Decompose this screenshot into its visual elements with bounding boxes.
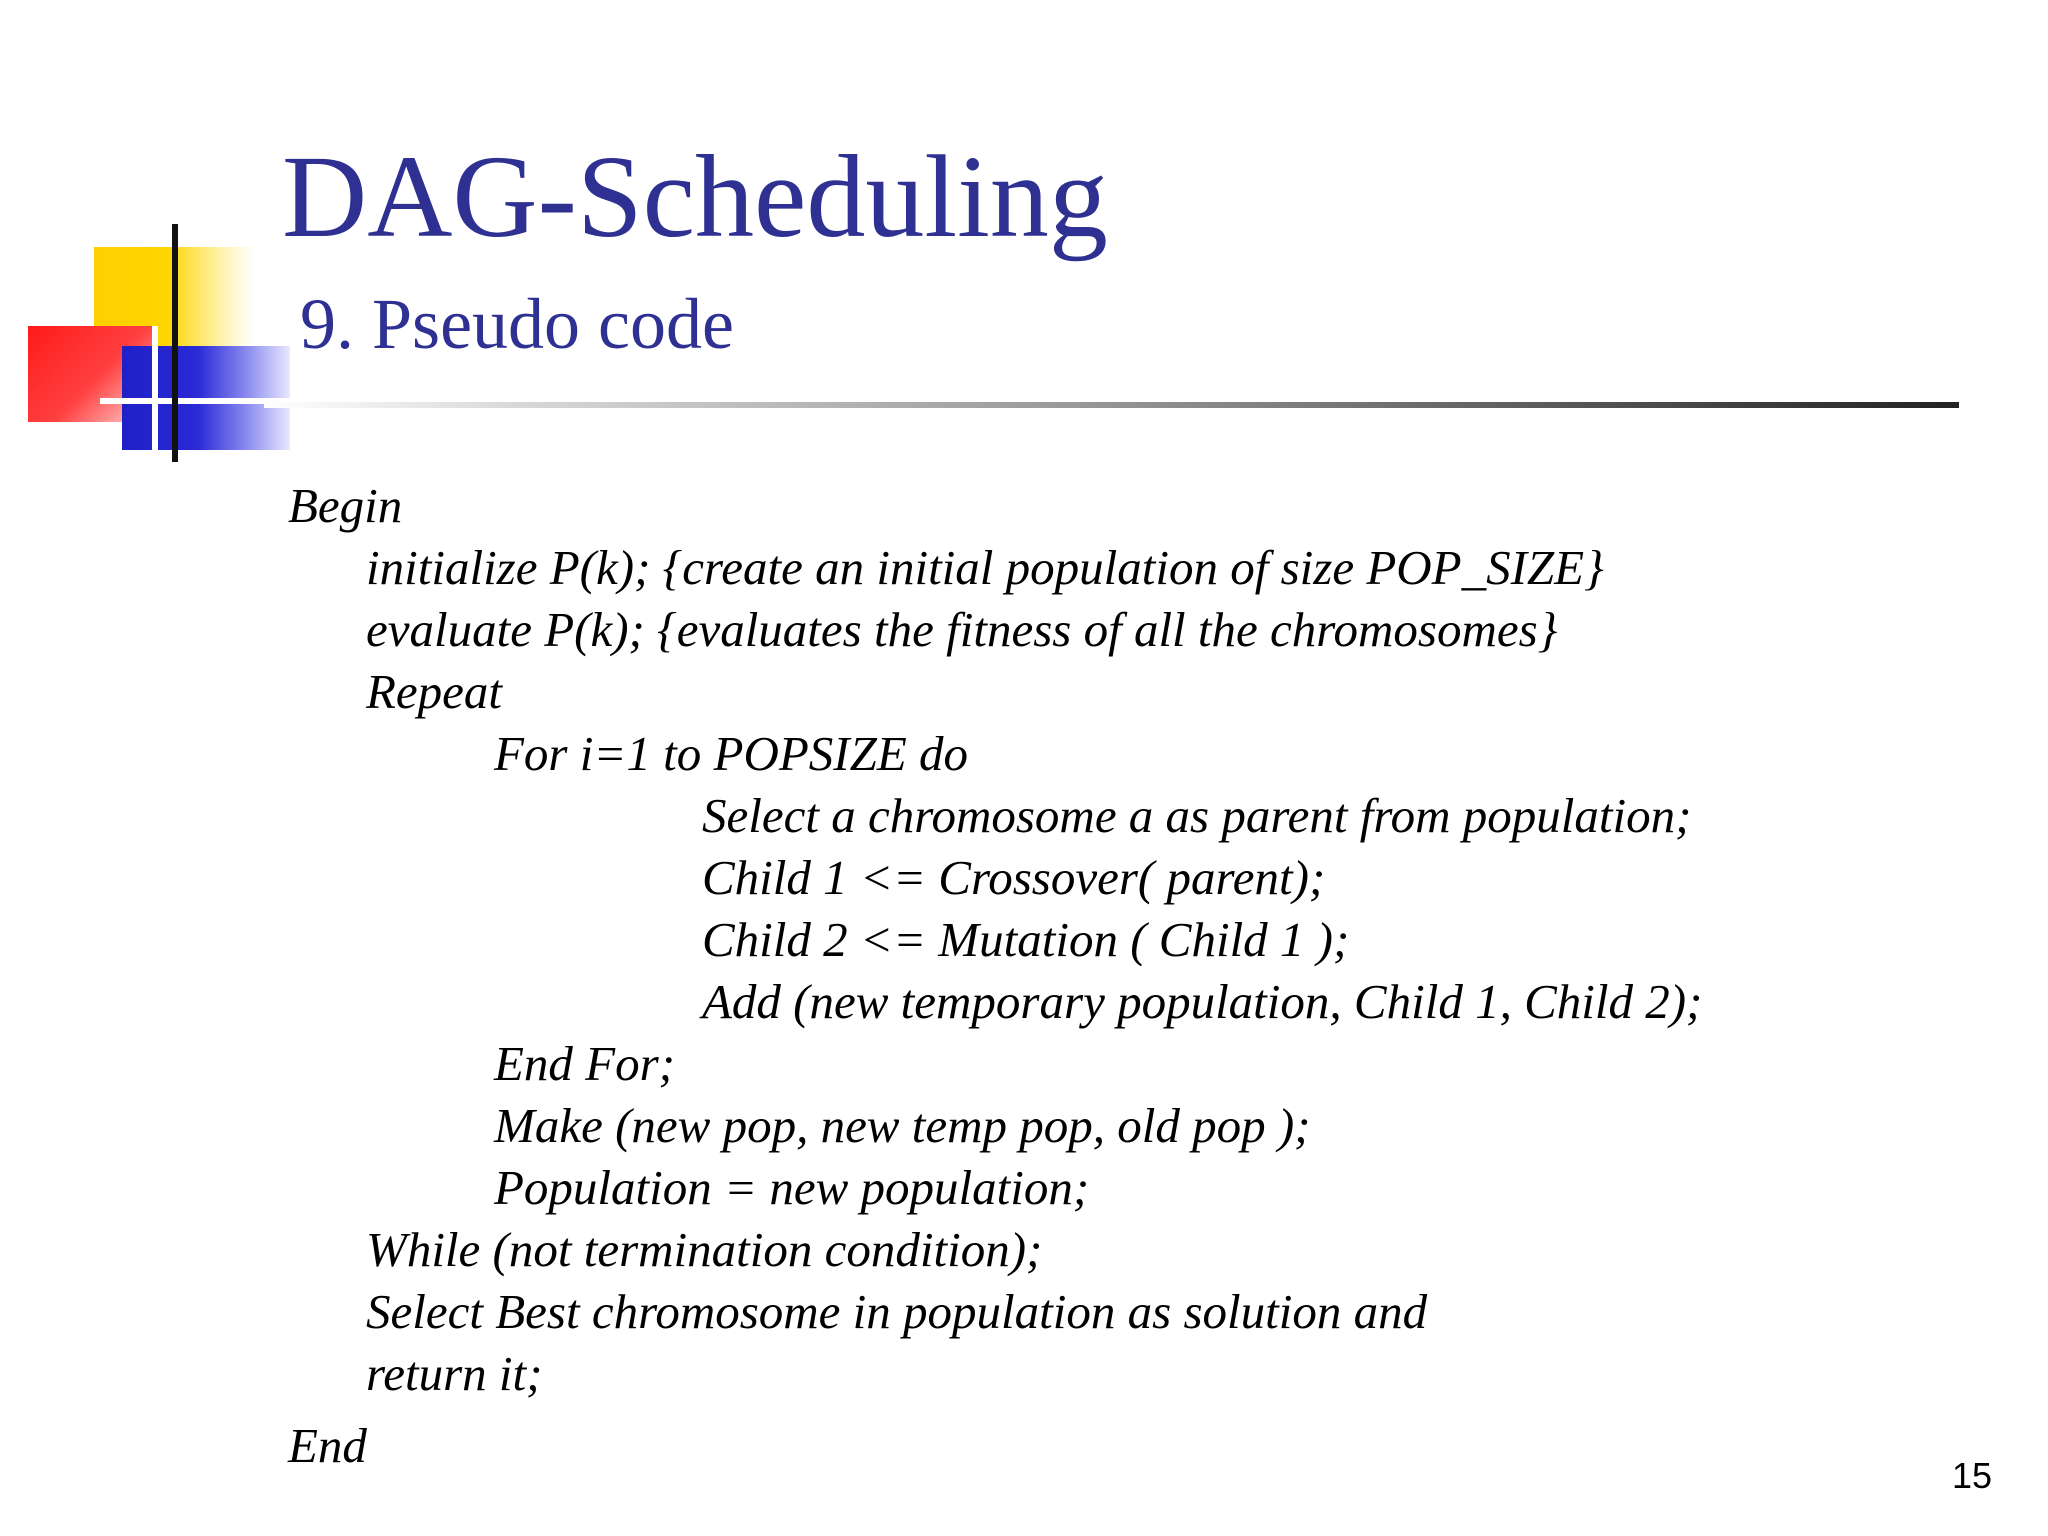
code-line: Select Best chromosome in population as solution and [366, 1284, 1428, 1339]
code-line: Population = new population; [494, 1160, 1090, 1215]
code-line: Make (new pop, new temp pop, old pop ); [494, 1098, 1311, 1153]
code-line: return it; [366, 1346, 543, 1401]
decorative-black-line [172, 224, 178, 462]
code-line: evaluate P(k); {evaluates the fitness of all the chromosomes} [366, 602, 1558, 657]
page-number: 15 [1952, 1455, 1993, 1496]
code-line: initialize P(k); {create an initial population of size POP_SIZE} [366, 540, 1604, 595]
code-line: Add (new temporary population, Child 1, Child 2); [702, 974, 1703, 1029]
code-line: For i=1 to POPSIZE do [494, 726, 969, 781]
code-line: Begin [288, 478, 403, 533]
slide-subtitle: 9. Pseudo code [300, 284, 734, 364]
title-underline-rule [264, 402, 1959, 408]
decorative-white-bar-vertical [152, 326, 158, 450]
code-line: While (not termination condition); [366, 1222, 1043, 1277]
decorative-white-bar-horizontal [100, 398, 290, 404]
code-line: End For; [494, 1036, 675, 1091]
code-line: Repeat [366, 664, 503, 719]
slide-title: DAG-Scheduling [282, 131, 1108, 262]
code-line: End [288, 1418, 367, 1473]
code-line: Child 1 <= Crossover( parent); [702, 850, 1326, 905]
code-line: Select a chromosome a as parent from population; [702, 788, 1692, 843]
code-line: Child 2 <= Mutation ( Child 1 ); [702, 912, 1350, 967]
